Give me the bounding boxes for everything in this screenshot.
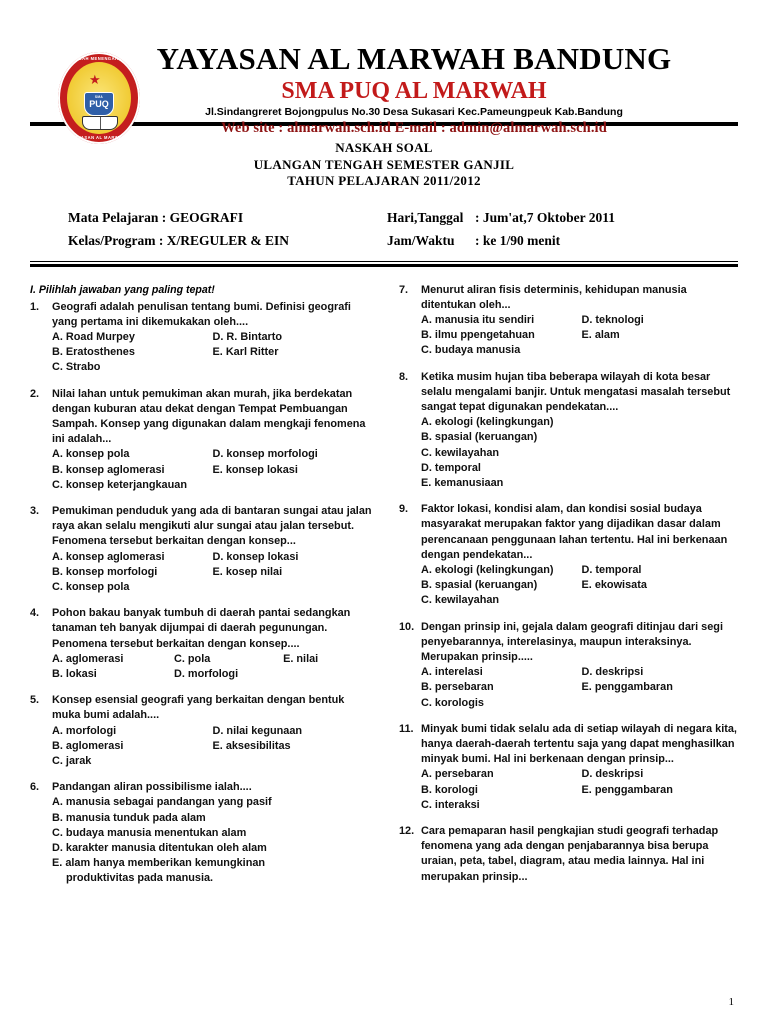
question-number: 8.: [399, 370, 409, 383]
option-choice[interactable]: D. deskripsi: [581, 768, 644, 781]
option-row: [52, 463, 373, 478]
option-row: [421, 430, 742, 445]
option-choice[interactable]: D. deskripsi: [581, 666, 644, 679]
exam-title-block: [0, 140, 768, 190]
option-row: [421, 696, 742, 711]
option-choice[interactable]: E. penggambaran: [581, 783, 673, 796]
option-choice[interactable]: C. budaya manusia menentukan alam: [52, 826, 247, 839]
questions-area: [26, 283, 742, 898]
option-row: [421, 665, 742, 680]
meta-time: [387, 229, 706, 252]
question-number: 7.: [399, 283, 409, 296]
option-list: [52, 795, 373, 886]
document-header: [0, 0, 768, 140]
option-choice[interactable]: A. interelasi: [421, 666, 483, 679]
meta-subject: Mata Pelajaran : GEOGRAFI: [68, 209, 244, 225]
question-body: [421, 370, 742, 492]
question-body: [421, 620, 742, 711]
option-choice[interactable]: D. temporal: [581, 563, 642, 576]
option-choice[interactable]: A. ekologi (kelingkungan): [421, 563, 554, 576]
meta-divider: [30, 261, 738, 267]
option-row: [421, 578, 742, 593]
question-item: [30, 780, 373, 886]
question-number: 3.: [30, 504, 40, 517]
question-text: Minyak bumi tidak selalu ada di setiap wilayah di negara kita, hanya daerah-daerah tertentu saja yang dapat menghasilkan minyak bumi. Hal ini berkenaan dengan prinsip...: [421, 722, 737, 766]
question-text: Pandangan aliran possibilisme ialah....: [52, 781, 252, 794]
option-choice[interactable]: A. aglomerasi: [52, 652, 124, 665]
question-body: [52, 387, 373, 493]
option-list: [52, 330, 373, 376]
option-choice[interactable]: E. alam: [581, 329, 620, 342]
option-choice[interactable]: C. jarak: [52, 754, 92, 767]
option-choice[interactable]: B. manusia tunduk pada alam: [52, 811, 206, 824]
question-item: [399, 620, 742, 711]
question-item: [399, 283, 742, 359]
option-list: [421, 665, 742, 711]
option-list: [421, 415, 742, 491]
question-body: [52, 504, 373, 595]
question-body: [52, 693, 373, 769]
question-text: Pemukiman penduduk yang ada di bantaran sungai atau jalan raya akan selalu mengikuti alur sungai atau jalan tersebut. Fenomena tersebut berkaitan dengan konsep...: [52, 504, 372, 548]
option-row: [421, 783, 742, 798]
option-choice[interactable]: A. persebaran: [421, 768, 494, 781]
option-choice[interactable]: C. kewilayahan: [421, 594, 500, 607]
instruction-text: I. Pilihlah jawaban yang paling tepat!: [30, 283, 215, 296]
option-choice[interactable]: C. korologis: [421, 696, 484, 709]
school-web-email: Web site : almarwah.sch.id E-mail : admin@almarwah.sch.id: [221, 120, 607, 136]
option-choice[interactable]: B. konsep aglomerasi: [52, 463, 165, 476]
option-choice[interactable]: E. aksesibilitas: [212, 739, 291, 752]
option-choice[interactable]: E. alam hanya memberikan kemungkinan: [52, 857, 266, 870]
option-choice[interactable]: C. budaya manusia: [421, 344, 521, 357]
school-name: SMA PUQ AL MARWAH: [281, 78, 547, 104]
option-row: [421, 343, 742, 358]
question-item: [399, 722, 742, 813]
option-choice[interactable]: A. manusia sebagai pandangan yang pasif: [52, 796, 272, 809]
option-choice[interactable]: D. nilai kegunaan: [212, 724, 303, 737]
option-row: [52, 826, 373, 841]
exam-title-line-3: TAHUN PELAJARAN 2011/2012: [287, 173, 481, 188]
question-item: [30, 300, 373, 376]
option-row: [421, 446, 742, 461]
option-row: [52, 478, 373, 493]
option-choice[interactable]: C. konsep keterjangkauan: [52, 478, 187, 491]
question-number: 11.: [399, 722, 414, 735]
meta-day-value: : Jum'at,7 Oktober 2011: [475, 209, 616, 225]
option-row: [52, 754, 373, 769]
questions-column-left: [26, 283, 373, 898]
option-choice[interactable]: B. Eratosthenes: [52, 346, 135, 359]
foundation-name: YAYASAN AL MARWAH BANDUNG: [156, 41, 672, 76]
option-row: [421, 313, 742, 328]
option-choice[interactable]: E. penggambaran: [581, 681, 673, 694]
option-list: [52, 652, 373, 682]
question-body: [421, 824, 742, 885]
question-number: 2.: [30, 387, 40, 400]
meta-row-class: [68, 229, 706, 252]
question-text: Nilai lahan untuk pemukiman akan murah, jika berdekatan dengan kuburan atau dekat dengan Tempat Pembuangan Sampah. Konsep yang digunakan dalam mengkaji fenomena ini adalah...: [52, 387, 366, 446]
option-row: [421, 767, 742, 782]
option-row: [52, 565, 373, 580]
option-choice[interactable]: B. spasial (keruangan): [421, 431, 538, 444]
question-body: [52, 780, 373, 886]
option-choice[interactable]: A. Road Murpey: [52, 330, 135, 343]
option-row: [52, 652, 373, 667]
question-number: 9.: [399, 503, 409, 516]
question-body: [421, 722, 742, 813]
option-choice[interactable]: B. ilmu ppengetahuan: [421, 329, 535, 342]
meta-class: Kelas/Program : X/REGULER & EIN: [68, 232, 289, 248]
header-text-block: [90, 42, 738, 137]
question-item: [30, 387, 373, 493]
option-list: [52, 550, 373, 596]
school-address: Jl.Sindangreret Bojongpulus No.30 Desa Sukasari Kec.Pameungpeuk Kab.Bandung: [205, 106, 623, 118]
exam-title-line-2: ULANGAN TENGAH SEMESTER GANJIL: [253, 156, 515, 172]
question-item: [399, 370, 742, 492]
option-choice[interactable]: C. interaksi: [421, 798, 480, 811]
question-item: [399, 502, 742, 608]
option-choice[interactable]: E. kosep nilai: [212, 565, 283, 578]
option-row: [421, 798, 742, 813]
option-list: [421, 563, 742, 609]
option-row: [421, 476, 742, 491]
logo-shield-small-text: SMA: [94, 95, 104, 99]
meta-time-label: Jam/Waktu: [387, 232, 455, 248]
option-choice[interactable]: D. konsep morfologi: [212, 448, 318, 461]
option-choice[interactable]: A. morfologi: [52, 724, 117, 737]
question-body: [52, 606, 373, 682]
question-text: Dengan prinsip ini, gejala dalam geografi ditinjau dari segi penyebarannya, interelasinya, maupun interaksinya. Merupakan prinsip.....: [421, 620, 723, 663]
meta-day: [387, 206, 706, 229]
option-choice[interactable]: B. persebaran: [421, 681, 494, 694]
exam-title-line-1: NASKAH SOAL: [335, 140, 433, 155]
option-choice[interactable]: C. pola: [173, 652, 211, 665]
question-number: 1.: [30, 300, 40, 313]
option-choice[interactable]: C. konsep pola: [52, 580, 130, 593]
questions-column-right: [395, 283, 742, 898]
option-choice[interactable]: B. spasial (keruangan): [421, 579, 538, 592]
option-row: [52, 811, 373, 826]
option-row: [52, 856, 373, 871]
exam-meta-block: [68, 206, 706, 252]
question-number: 12.: [399, 825, 415, 837]
option-row: [421, 593, 742, 608]
question-item: [30, 606, 373, 682]
question-text: Menurut aliran fisis determinis, kehidupan manusia ditentukan oleh...: [421, 283, 687, 311]
question-item: [399, 824, 742, 885]
option-row: [52, 345, 373, 360]
option-choice[interactable]: A. konsep aglomerasi: [52, 550, 165, 563]
option-row: [52, 360, 373, 375]
meta-time-value: : ke 1/90 menit: [475, 232, 561, 248]
meta-day-label: Hari,Tanggal: [387, 209, 464, 225]
question-text: Cara pemaparan hasil pengkajian studi geografi terhadap fenomena yang ada dengan penjabarannya bisa berupa uraian, peta, tabel, diagram, atau media lainnya. Hal ini merupakan prinsip...: [421, 825, 719, 883]
option-row: [52, 330, 373, 345]
option-row: [421, 415, 742, 430]
question-text: Pohon bakau banyak tumbuh di daerah pantai sedangkan tanaman teh banyak dijumpai di daerah pegunungan. Penomena tersebut berkaitan dengan konsep....: [52, 607, 351, 650]
option-choice[interactable]: D. karakter manusia ditentukan oleh alam: [52, 842, 267, 854]
question-item: [30, 504, 373, 595]
question-body: [421, 283, 742, 359]
meta-row-subject: [68, 206, 706, 229]
question-item: [30, 693, 373, 769]
option-choice[interactable]: D. R. Bintarto: [212, 330, 283, 343]
option-choice[interactable]: D. morfologi: [173, 667, 239, 680]
option-choice[interactable]: E. konsep lokasi: [212, 463, 298, 476]
logo-ring-text-top: SEKOLAH MENENGAH ATAS: [65, 56, 133, 61]
option-row: [421, 563, 742, 578]
option-list: [52, 447, 373, 493]
option-choice[interactable]: D. konsep lokasi: [212, 550, 299, 563]
option-choice[interactable]: E. nilai: [283, 652, 319, 665]
question-body: [52, 300, 373, 376]
book-icon: [82, 116, 118, 130]
question-number: 5.: [30, 694, 40, 707]
option-choice[interactable]: B. lokasi: [52, 667, 97, 680]
option-choice[interactable]: B. korologi: [421, 783, 478, 796]
option-choice[interactable]: C. kewilayahan: [421, 446, 500, 459]
option-row: [52, 739, 373, 754]
option-row: [52, 795, 373, 810]
option-choice[interactable]: E. ekowisata: [581, 579, 647, 592]
option-row: [421, 680, 742, 695]
option-row: [52, 447, 373, 462]
page-number: 1: [728, 996, 734, 1008]
option-choice[interactable]: B. aglomerasi: [52, 739, 124, 752]
option-row: [52, 580, 373, 595]
option-choice[interactable]: E. Karl Ritter: [212, 346, 279, 359]
question-body: [421, 502, 742, 608]
question-number: 6.: [30, 781, 40, 794]
option-choice[interactable]: B. konsep morfologi: [52, 565, 158, 578]
option-choice[interactable]: D. teknologi: [581, 313, 644, 326]
option-row: [421, 328, 742, 343]
option-choice[interactable]: A. konsep pola: [52, 448, 130, 461]
question-number: 4.: [30, 607, 40, 620]
option-row: [52, 550, 373, 565]
question-text: Konsep esensial geografi yang berkaitan dengan bentuk muka bumi adalah....: [52, 694, 345, 722]
option-row: [52, 667, 373, 682]
question-text: Ketika musim hujan tiba beberapa wilayah di kota besar selalu mengalami banjir. Untuk mengatasi masalah tersebut sangat tepat digunakan pendekatan....: [421, 370, 731, 413]
option-choice[interactable]: D. temporal: [421, 461, 481, 474]
option-list: [421, 313, 742, 359]
option-row: [52, 724, 373, 739]
option-row: [421, 461, 742, 476]
option-list: [52, 724, 373, 770]
option-choice[interactable]: A. manusia itu sendiri: [421, 313, 535, 326]
logo-oval-border: [58, 52, 140, 144]
option-choice[interactable]: E. kemanusiaan: [421, 476, 504, 489]
logo-inner-disc: ★ SMA PUQ: [67, 62, 131, 134]
option-list: [421, 767, 742, 813]
school-logo: [58, 52, 140, 144]
option-choice[interactable]: A. ekologi (kelingkungan): [421, 416, 554, 429]
option-choice[interactable]: C. Strabo: [52, 361, 101, 374]
question-text: Geografi adalah penulisan tentang bumi. Definisi geografi yang pertama ini dikemukakan oleh....: [52, 300, 351, 328]
shield-icon: [84, 92, 114, 116]
option-row: [52, 841, 373, 856]
logo-ring-text-bottom: YAYASAN AL MARWAH: [72, 135, 126, 140]
option-continuation: produktivitas pada manusia.: [66, 872, 214, 885]
question-number: 10.: [399, 620, 415, 633]
question-text: Faktor lokasi, kondisi alam, dan kondisi sosial budaya masyarakat merupakan faktor yang dijadikan dasar dalam perencanaan penggunaan lahan tertentu. Hal ini berkenaan dengan pendekatan...: [421, 503, 728, 561]
logo-shield-text: PUQ: [89, 99, 109, 109]
